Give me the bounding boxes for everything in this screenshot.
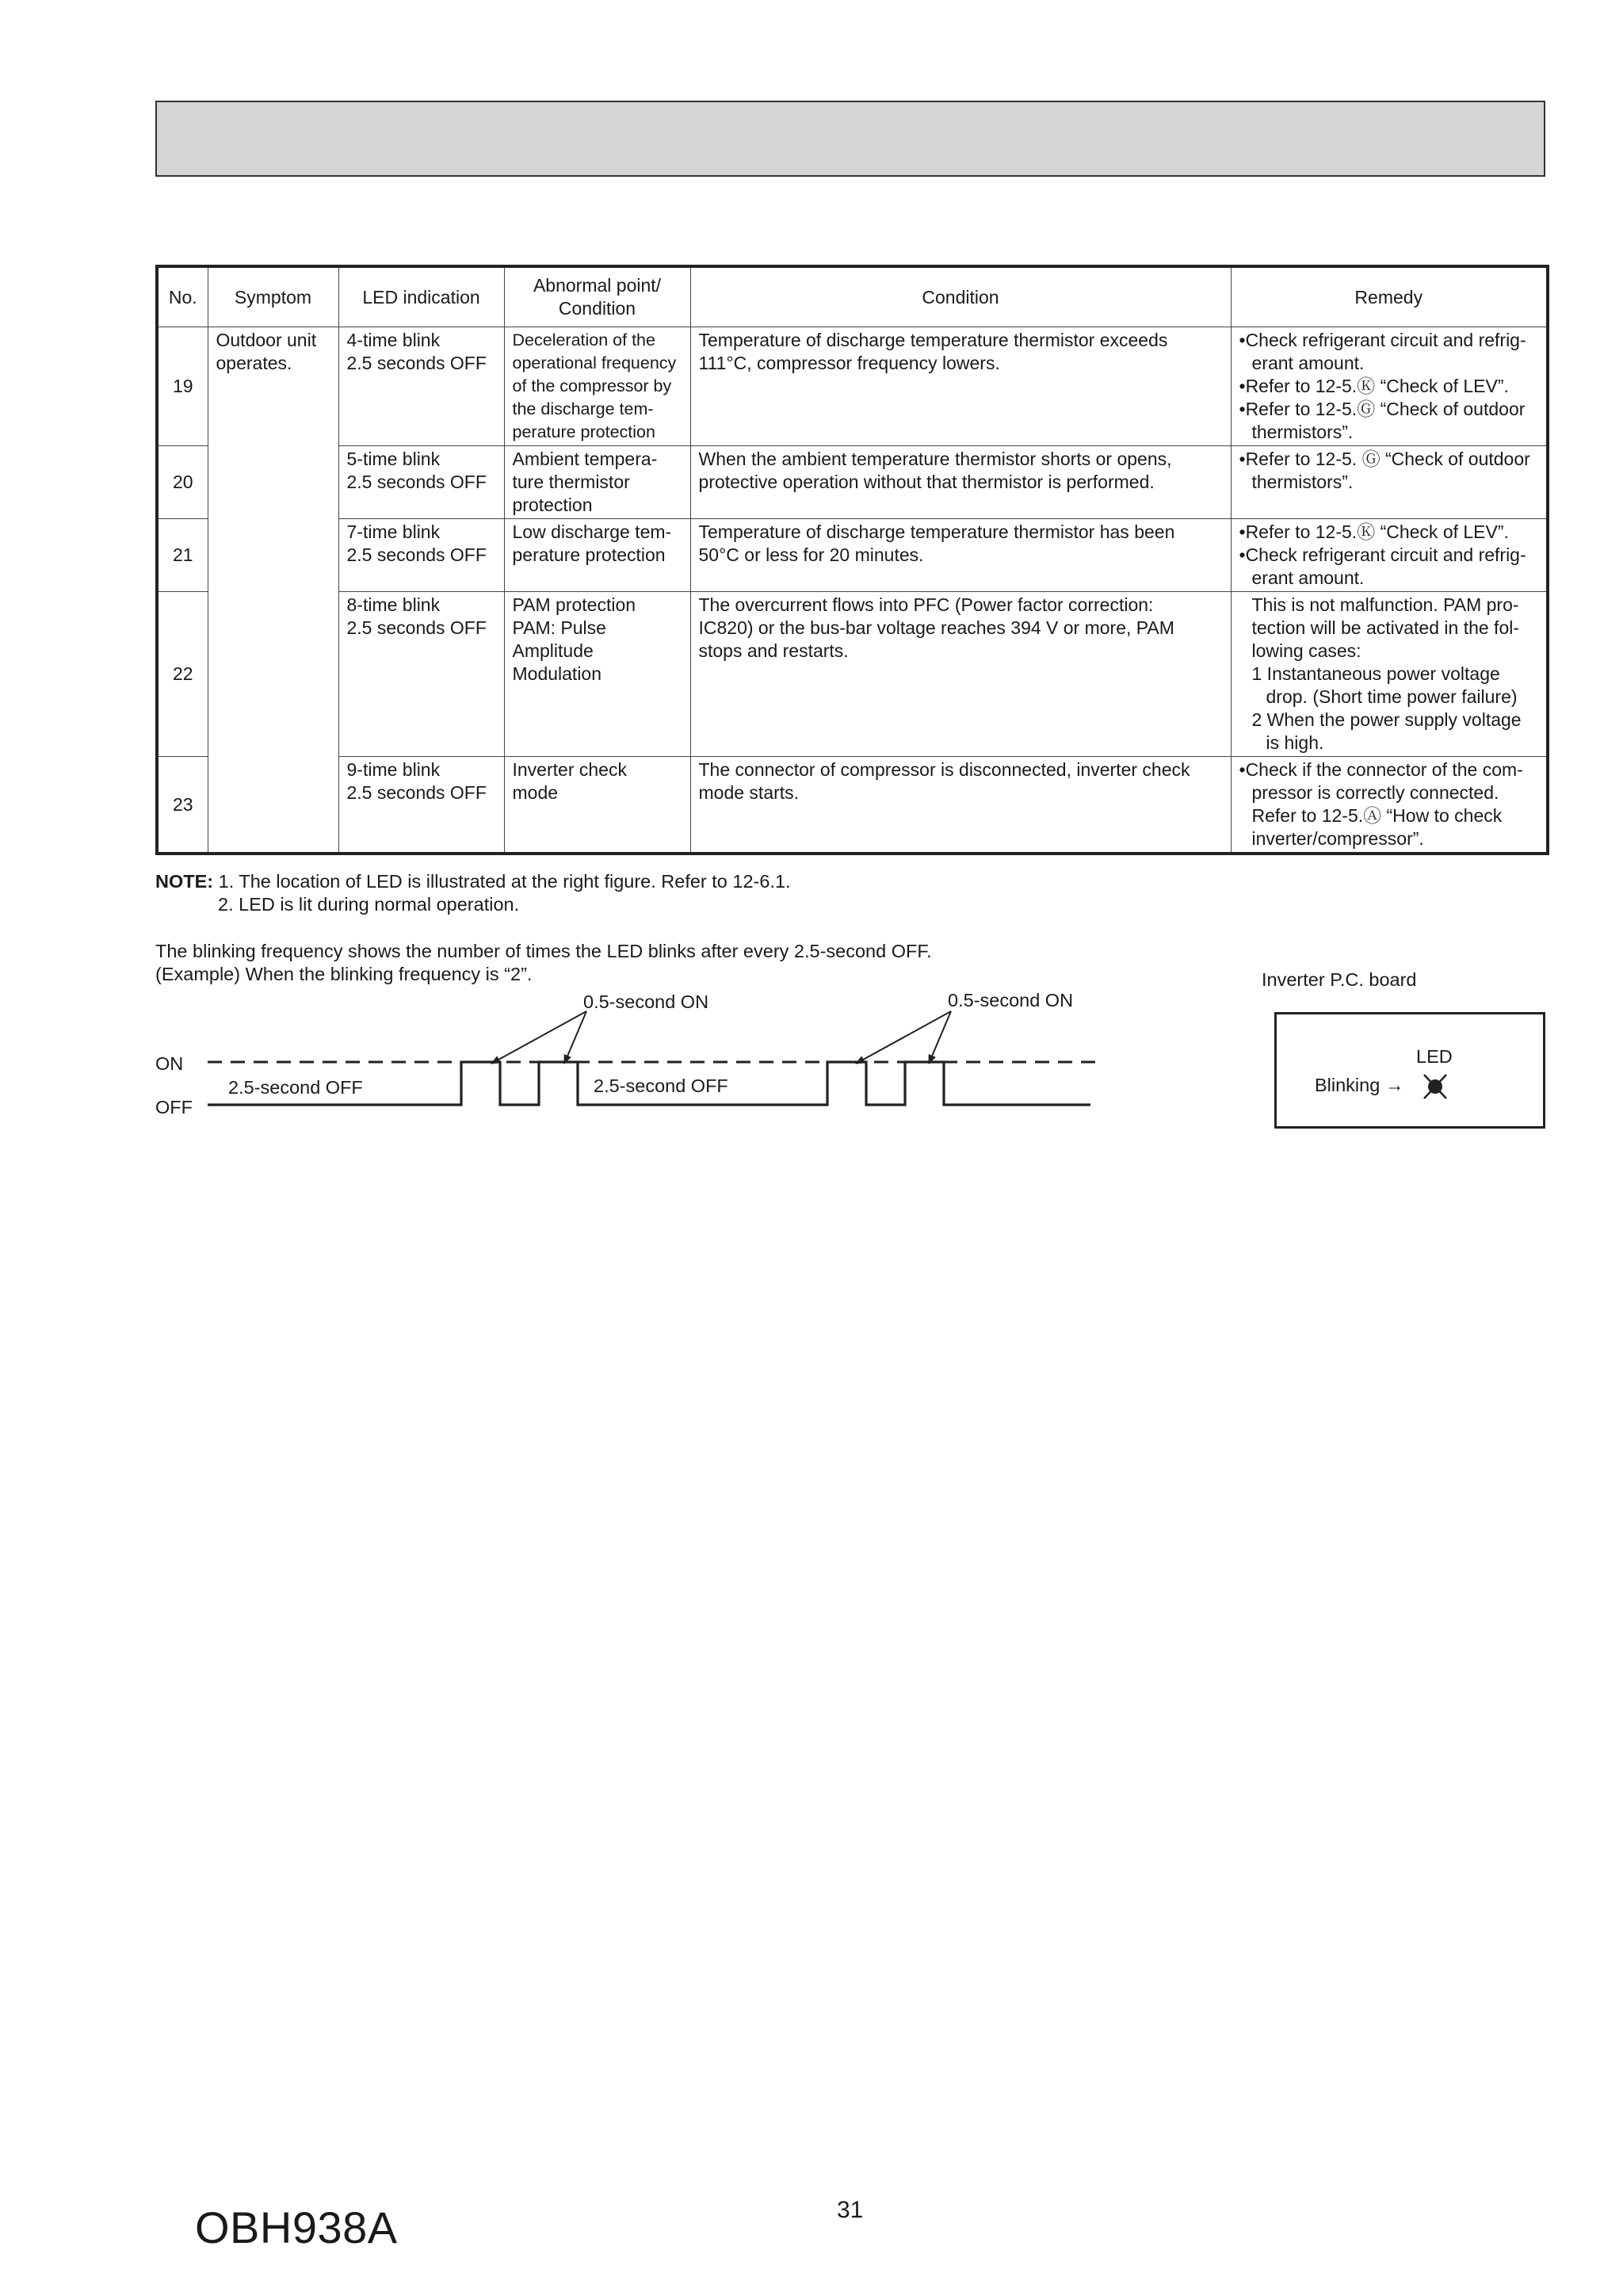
remedy-line: inverter/compressor”. bbox=[1251, 828, 1424, 849]
text-line: 2.5 seconds OFF bbox=[346, 472, 487, 492]
cell-no: 19 bbox=[157, 327, 208, 446]
text-line: 9-time blink bbox=[346, 759, 441, 780]
on-label: ON bbox=[155, 1053, 184, 1074]
off-duration-label: 2.5-second OFF bbox=[594, 1075, 728, 1096]
text-line: Amplitude bbox=[512, 640, 594, 661]
table-header-row bbox=[157, 266, 1548, 327]
note-item-2: 2. LED is lit during normal operation. bbox=[218, 894, 520, 915]
cell-led-indication bbox=[338, 446, 504, 519]
text-line: 7-time blink bbox=[346, 521, 441, 542]
text-line: protective operation without that thermistor is performed. bbox=[698, 472, 1155, 492]
note-label: NOTE: bbox=[155, 871, 214, 892]
cell-no: 21 bbox=[157, 519, 208, 592]
text-line: Low discharge tem- bbox=[512, 521, 672, 542]
cell-abnormal-point bbox=[504, 327, 690, 446]
cell-condition bbox=[690, 327, 1231, 446]
text-line: When the ambient temperature thermistor shorts or opens, bbox=[698, 449, 1172, 469]
remedy-bullet-line: • Refer to 12-5. Ⓖ “Check of outdoor bbox=[1239, 448, 1542, 471]
remedy-line: thermistors”. bbox=[1251, 422, 1354, 442]
text-line: Deceleration of the bbox=[512, 330, 655, 350]
header-symptom: Symptom bbox=[208, 266, 338, 327]
text-line: Temperature of discharge temperature thermistor has been bbox=[698, 521, 1175, 542]
text-line: 8-time blink bbox=[346, 594, 441, 615]
table-row-22 bbox=[157, 592, 1548, 757]
remedy-line: lowing cases: bbox=[1251, 640, 1361, 661]
remedy-bullet-line: • Refer to 12-5.Ⓖ “Check of outdoor bbox=[1239, 398, 1542, 421]
remedy-line: 2 When the power supply voltage bbox=[1251, 709, 1522, 730]
text-line: Ambient tempera- bbox=[512, 449, 658, 469]
note-block bbox=[155, 870, 791, 916]
cell-condition bbox=[690, 519, 1231, 592]
header-condition: Condition bbox=[690, 266, 1231, 327]
cell-abnormal-point bbox=[504, 757, 690, 854]
text-line: protection bbox=[512, 495, 593, 515]
led-label: LED bbox=[1416, 1046, 1453, 1067]
remedy-bullet-line: • Check if the connector of the com- bbox=[1239, 758, 1542, 781]
header-remedy: Remedy bbox=[1231, 266, 1548, 327]
text-line: Temperature of discharge temperature thermistor exceeds bbox=[698, 330, 1168, 350]
troubleshooting-table bbox=[155, 265, 1549, 855]
cell-remedy bbox=[1231, 446, 1548, 519]
text-line: PAM protection bbox=[512, 594, 636, 615]
cell-no: 23 bbox=[157, 757, 208, 854]
blinking-label: Blinking → bbox=[1315, 1075, 1404, 1095]
remedy-line: thermistors”. bbox=[1251, 472, 1354, 492]
on-duration-label: 0.5-second ON bbox=[583, 991, 709, 1012]
cell-led-indication bbox=[338, 592, 504, 757]
text-line: 50°C or less for 20 minutes. bbox=[698, 544, 924, 565]
text-line: mode bbox=[512, 782, 559, 803]
remedy-line: pressor is correctly connected. bbox=[1251, 782, 1499, 803]
remedy-line: Refer to 12-5.Ⓐ “How to check bbox=[1251, 805, 1503, 826]
text-line: 4-time blink bbox=[346, 330, 441, 350]
cell-remedy bbox=[1231, 327, 1548, 446]
table-row-19 bbox=[157, 327, 1548, 446]
cell-condition bbox=[690, 757, 1231, 854]
text-line: ture thermistor bbox=[512, 472, 630, 492]
text-line: stops and restarts. bbox=[698, 640, 849, 661]
table-row-23 bbox=[157, 757, 1548, 854]
remedy-bullet-line: • Check refrigerant circuit and refrig- bbox=[1239, 544, 1542, 567]
cell-led-indication bbox=[338, 327, 504, 446]
cell-remedy bbox=[1231, 592, 1548, 757]
header-abnormal-point: Abnormal point/ Condition bbox=[504, 266, 690, 327]
text-line: mode starts. bbox=[698, 782, 800, 803]
remedy-line: This is not malfunction. PAM pro- bbox=[1251, 594, 1519, 615]
cell-no: 20 bbox=[157, 446, 208, 519]
text-line: The connector of compressor is disconnected, inverter check bbox=[698, 759, 1190, 780]
cell-symptom: Outdoor unit operates. bbox=[208, 327, 338, 854]
cell-no: 22 bbox=[157, 592, 208, 757]
cell-abnormal-point bbox=[504, 519, 690, 592]
text-line: 5-time blink bbox=[346, 449, 441, 469]
led-blink-icon bbox=[1419, 1070, 1451, 1103]
text-line: of the compressor by bbox=[512, 376, 672, 395]
text-line: 2.5 seconds OFF bbox=[346, 544, 487, 565]
remedy-line: erant amount. bbox=[1251, 567, 1365, 588]
remedy-line: is high. bbox=[1266, 732, 1324, 753]
on-duration-label: 0.5-second ON bbox=[948, 990, 1074, 1010]
cell-remedy bbox=[1231, 519, 1548, 592]
table-row-21 bbox=[157, 519, 1548, 592]
text-line: Inverter check bbox=[512, 759, 627, 780]
remedy-bullet-line: • Refer to 12-5.Ⓚ “Check of LEV”. bbox=[1239, 521, 1542, 544]
header-led-indication: LED indication bbox=[338, 266, 504, 327]
text-line: 2.5 seconds OFF bbox=[346, 617, 487, 638]
cell-led-indication bbox=[338, 519, 504, 592]
table-row-20 bbox=[157, 446, 1548, 519]
remedy-line: erant amount. bbox=[1251, 353, 1365, 373]
note-item-1: 1. The location of LED is illustrated at the right figure. Refer to 12-6.1. bbox=[218, 871, 791, 892]
blink-explanation-line-2: (Example) When the blinking frequency is “2”. bbox=[155, 964, 533, 984]
off-label: OFF bbox=[155, 1097, 193, 1117]
document-code: OBH938A bbox=[195, 2202, 398, 2252]
page-number: 31 bbox=[837, 2197, 864, 2223]
cell-abnormal-point bbox=[504, 446, 690, 519]
blink-explanation-line-1: The blinking frequency shows the number of times the LED blinks after every 2.5-second OFF. bbox=[155, 941, 932, 961]
cell-abnormal-point bbox=[504, 592, 690, 757]
cell-led-indication bbox=[338, 757, 504, 854]
text-line: perature protection bbox=[512, 422, 655, 441]
remedy-bullet-line: • Check refrigerant circuit and refrig- bbox=[1239, 329, 1542, 352]
remedy-line: tection will be activated in the fol- bbox=[1251, 617, 1520, 638]
section-header-bar bbox=[155, 101, 1545, 177]
inverter-board-diagram bbox=[1274, 1012, 1545, 1129]
remedy-line: 1 Instantaneous power voltage bbox=[1251, 663, 1500, 684]
cell-condition bbox=[690, 592, 1231, 757]
text-line: Modulation bbox=[512, 663, 602, 684]
pointer-arrow bbox=[564, 1011, 586, 1064]
remedy-line: drop. (Short time power failure) bbox=[1266, 686, 1518, 707]
cell-condition bbox=[690, 446, 1231, 519]
header-no: No. bbox=[157, 266, 208, 327]
text-line: The overcurrent flows into PFC (Power factor correction: bbox=[698, 594, 1154, 615]
blink-explanation bbox=[155, 940, 932, 986]
board-title: Inverter P.C. board bbox=[1262, 969, 1417, 990]
text-line: 2.5 seconds OFF bbox=[346, 353, 487, 373]
text-line: 2.5 seconds OFF bbox=[346, 782, 487, 803]
pointer-arrow bbox=[491, 1011, 586, 1064]
cell-remedy bbox=[1231, 757, 1548, 854]
pointer-arrow bbox=[929, 1011, 951, 1064]
remedy-bullet-line: • Refer to 12-5.Ⓚ “Check of LEV”. bbox=[1239, 375, 1542, 398]
text-line: operational frequency bbox=[512, 353, 677, 372]
text-line: IC820) or the bus-bar voltage reaches 394 V or more, PAM bbox=[698, 617, 1174, 638]
text-line: the discharge tem- bbox=[512, 399, 654, 418]
off-duration-label: 2.5-second OFF bbox=[228, 1077, 363, 1098]
text-line: 111°C, compressor frequency lowers. bbox=[698, 353, 1000, 373]
text-line: PAM: Pulse bbox=[512, 617, 606, 638]
text-line: perature protection bbox=[512, 544, 666, 565]
pointer-arrow bbox=[856, 1011, 951, 1064]
